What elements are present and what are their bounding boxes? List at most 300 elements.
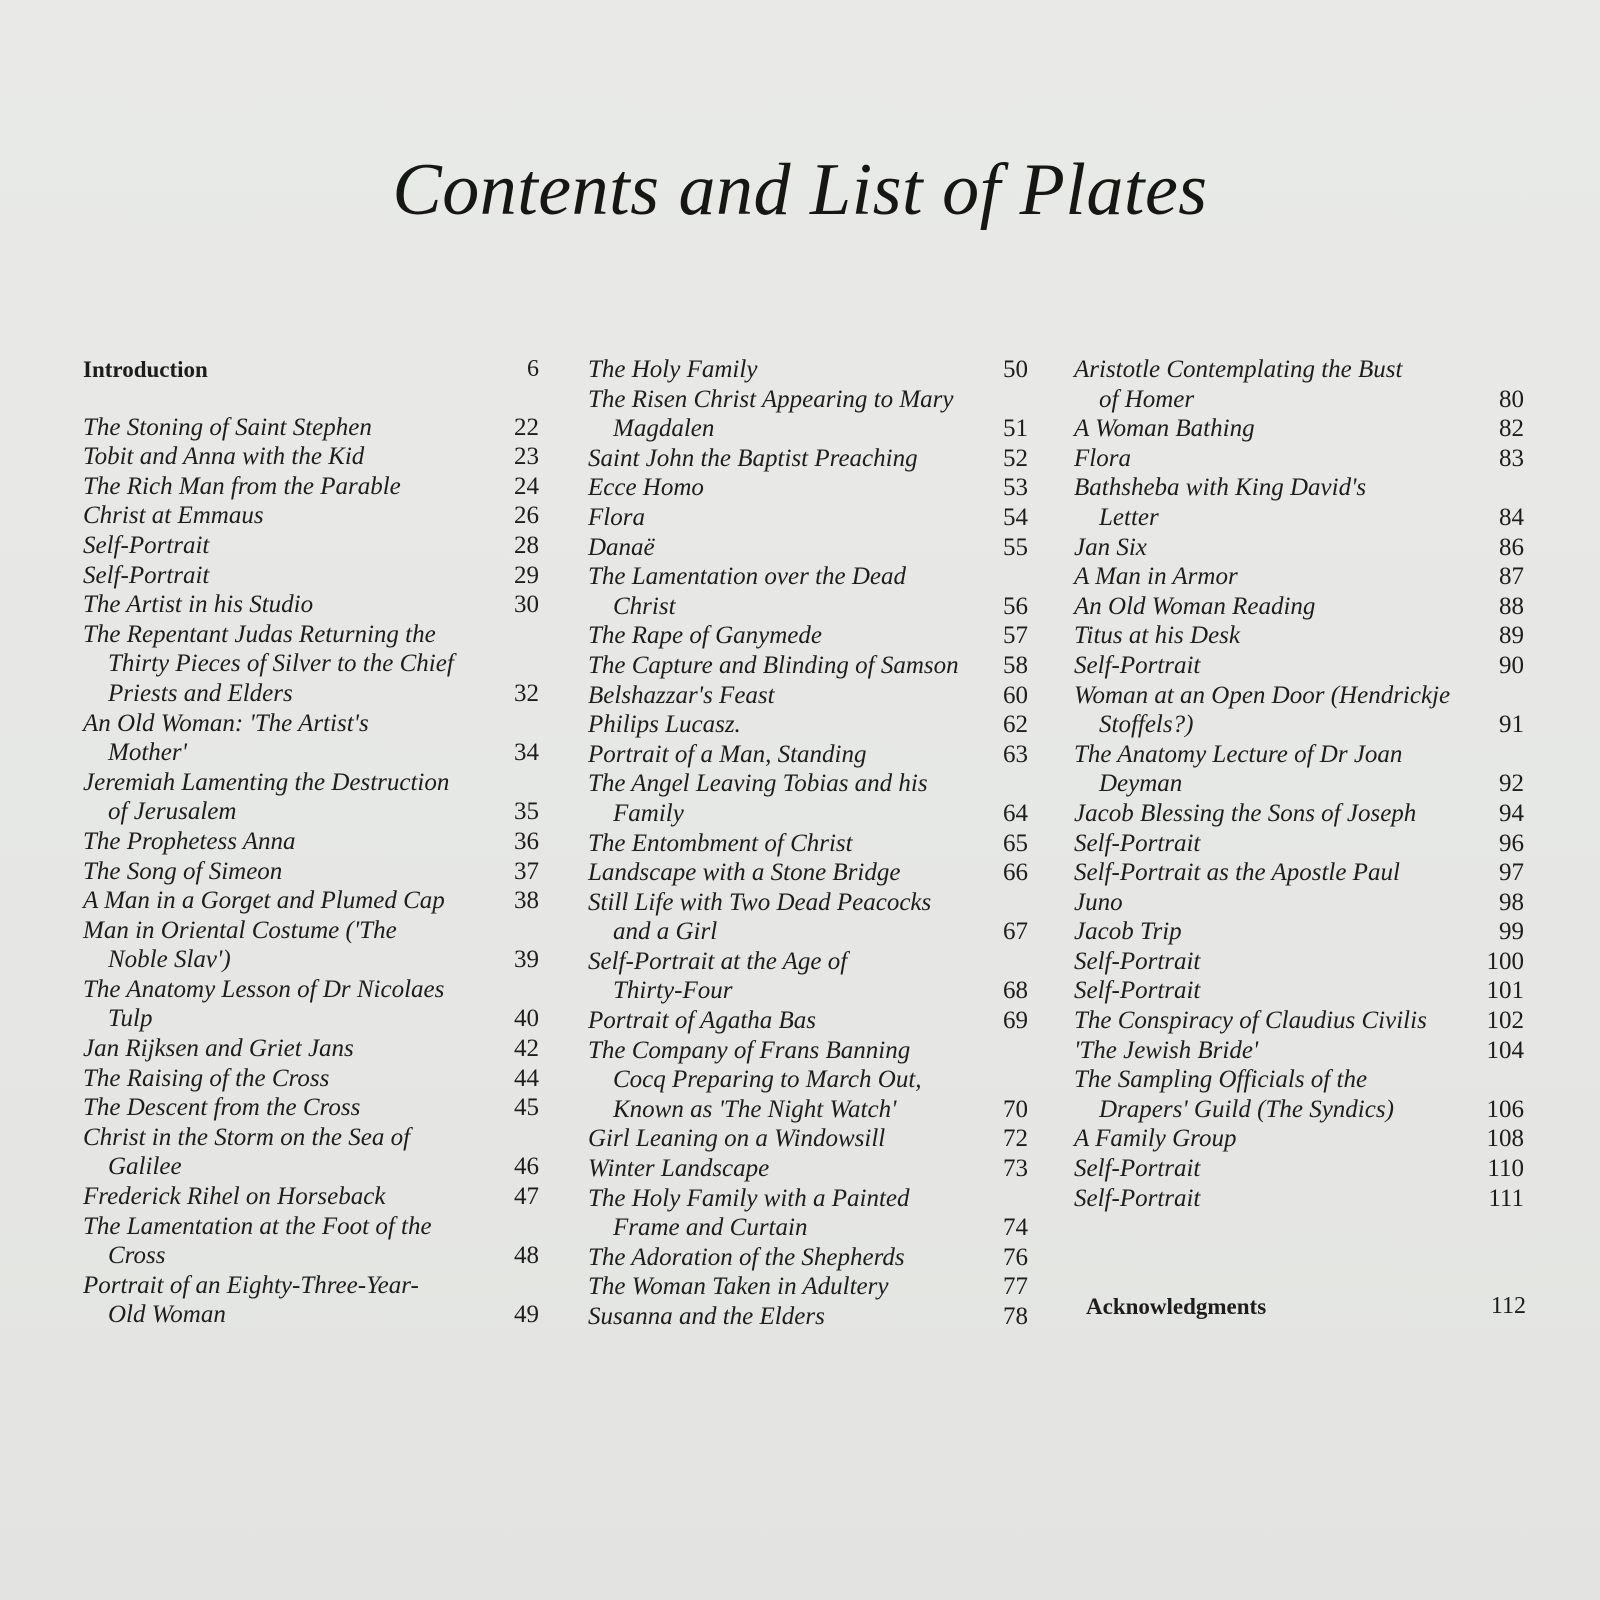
- entry-page: 80: [1499, 385, 1524, 413]
- entry-page: 83: [1499, 444, 1524, 472]
- entry-page: 77: [1003, 1273, 1028, 1301]
- entry-title: [83, 1271, 491, 1330]
- entry-title: [83, 1034, 491, 1064]
- plate-entry: [588, 1124, 1028, 1154]
- plate-entry: [83, 768, 539, 827]
- contents-column-3: [1074, 355, 1524, 1213]
- entry-title-line: Winter Landscape: [588, 1155, 770, 1183]
- entry-page: 82: [1499, 415, 1524, 443]
- plate-entry: [1074, 1065, 1524, 1124]
- entry-title: [83, 916, 491, 975]
- plate-entry: [1074, 1006, 1524, 1036]
- entry-page: 47: [514, 1183, 539, 1211]
- plate-entry: [1074, 1124, 1524, 1154]
- plate-entry: [1074, 740, 1524, 799]
- entry-title-line: Self-Portrait: [1074, 829, 1201, 857]
- entry-title: [588, 385, 980, 444]
- entry-title-line: The Conspiracy of Claudius Civilis: [1074, 1007, 1427, 1035]
- plate-entry: [588, 533, 1028, 563]
- entry-title-line: Cocq Preparing to March Out,: [613, 1066, 922, 1094]
- entry-title: [1074, 858, 1476, 888]
- plate-entry: [588, 621, 1028, 651]
- entry-title: [83, 827, 491, 857]
- plate-entry: [1074, 1154, 1524, 1184]
- entry-title-line: The Company of Frans Banning: [588, 1036, 911, 1064]
- entry-title: [83, 355, 491, 385]
- entry-page: 30: [514, 591, 539, 619]
- entry-title-line: Christ in the Storm on the Sea of: [83, 1123, 411, 1151]
- plate-entry: [1074, 947, 1524, 977]
- entry-title: [1074, 888, 1476, 918]
- entry-title-line: Stoffels?): [1099, 711, 1194, 739]
- entry-page: 57: [1003, 622, 1028, 650]
- plate-entry: [588, 562, 1028, 621]
- plate-entry: [588, 651, 1028, 681]
- entry-page: 40: [514, 1005, 539, 1033]
- entry-title: [83, 472, 491, 502]
- plate-entry: [588, 1243, 1028, 1273]
- entry-title-line: Old Woman: [108, 1301, 226, 1329]
- entry-page: 84: [1499, 503, 1524, 531]
- entry-title-line: The Sampling Officials of the: [1074, 1066, 1368, 1094]
- entry-title-line: Frame and Curtain: [613, 1214, 808, 1242]
- entry-title-line: Still Life with Two Dead Peacocks: [588, 888, 932, 916]
- entry-page: 64: [1003, 799, 1028, 827]
- plate-entry: [83, 886, 539, 916]
- entry-page: 99: [1499, 918, 1524, 946]
- entry-page: 96: [1499, 829, 1524, 857]
- plate-entry: [1074, 858, 1524, 888]
- entry-title: [1074, 444, 1476, 474]
- entry-page: 52: [1003, 444, 1028, 472]
- entry-title: [83, 413, 491, 443]
- entry-title: Acknowledgments: [1086, 1294, 1267, 1319]
- entry-title-line: An Old Woman: 'The Artist's: [83, 709, 369, 737]
- entry-title: [1074, 473, 1476, 532]
- plate-entry: [83, 531, 539, 561]
- plate-entry: [1074, 651, 1524, 681]
- entry-page: 76: [1003, 1243, 1028, 1271]
- entry-title: [588, 444, 980, 474]
- entry-page: 42: [514, 1035, 539, 1063]
- plate-entry: [83, 442, 539, 472]
- plate-entry: [1074, 1184, 1524, 1214]
- entry-page: 32: [514, 679, 539, 707]
- entry-title-line: Susanna and the Elders: [588, 1303, 825, 1330]
- entry-title-line: The Artist in his Studio: [83, 591, 314, 619]
- entry-title-line: Thirty-Four: [613, 977, 733, 1005]
- entry-page: 29: [514, 561, 539, 589]
- entry-page: 55: [1003, 533, 1028, 561]
- plate-entry: [83, 1034, 539, 1064]
- entry-title: [588, 1036, 980, 1125]
- entry-title-line: Tobit and Anna with the Kid: [83, 443, 365, 471]
- entry-page: 78: [1003, 1303, 1028, 1330]
- entry-title-line: Philips Lucasz.: [588, 711, 741, 739]
- plate-entry: [83, 472, 539, 502]
- entry-title-line: A Man in Armor: [1074, 563, 1238, 591]
- entry-title-line: Ecce Homo: [588, 474, 704, 502]
- entry-title: [83, 1093, 491, 1123]
- entry-title-line: The Anatomy Lecture of Dr Joan: [1074, 740, 1403, 768]
- entry-page: 56: [1003, 592, 1028, 620]
- entry-page: 49: [514, 1301, 539, 1329]
- entry-title: [1074, 740, 1476, 799]
- entry-title: [588, 829, 980, 859]
- entry-page: 68: [1003, 977, 1028, 1005]
- plate-entry: [588, 740, 1028, 770]
- plate-entry: [1074, 829, 1524, 859]
- entry-title-line: and a Girl: [613, 918, 718, 946]
- plate-entry: [83, 501, 539, 531]
- entry-page: 69: [1003, 1007, 1028, 1035]
- entry-title-line: Man in Oriental Costume ('The: [83, 916, 397, 944]
- plate-entry: [588, 888, 1028, 947]
- plate-entry: [588, 681, 1028, 711]
- entry-page: 67: [1003, 918, 1028, 946]
- plate-entry: [83, 413, 539, 443]
- plate-entry: [83, 620, 539, 709]
- entry-title-line: Aristotle Contemplating the Bust: [1074, 356, 1403, 383]
- entry-page: 89: [1499, 622, 1524, 650]
- entry-title: [1074, 651, 1476, 681]
- entry-title: [1074, 829, 1476, 859]
- plate-entry: [83, 1212, 539, 1271]
- entry-title: [588, 1124, 980, 1154]
- entry-title-line: Jacob Blessing the Sons of Joseph: [1074, 799, 1417, 827]
- plate-entry: [83, 1182, 539, 1212]
- entry-page: 70: [1003, 1095, 1028, 1123]
- entry-page: 111: [1488, 1184, 1524, 1212]
- entry-page: 28: [514, 531, 539, 559]
- entry-title-line: The Entombment of Christ: [588, 829, 853, 857]
- plate-entry: [1074, 533, 1524, 563]
- entry-title-line: The Rich Man from the Parable: [83, 472, 401, 500]
- plate-entry: [1074, 473, 1524, 532]
- entry-title-line: Portrait of a Man, Standing: [588, 740, 867, 768]
- plate-entry: [83, 709, 539, 768]
- entry-page: 88: [1499, 592, 1524, 620]
- entry-title: [588, 651, 980, 681]
- entry-page: 62: [1003, 711, 1028, 739]
- section-entry: [83, 355, 539, 385]
- plate-entry: [588, 858, 1028, 888]
- plate-entry: [588, 947, 1028, 1006]
- entry-title-line: Jan Six: [1074, 533, 1147, 561]
- entry-title: [83, 1123, 491, 1182]
- entry-page: 97: [1499, 859, 1524, 887]
- entry-title-line: Priests and Elders: [108, 679, 293, 707]
- entry-title-line: The Descent from the Cross: [83, 1094, 361, 1122]
- entry-title: [83, 620, 491, 709]
- entry-title: [1074, 533, 1476, 563]
- entry-title: [83, 531, 491, 561]
- entry-title-line: Drapers' Guild (The Syndics): [1099, 1095, 1394, 1123]
- entry-page: 86: [1499, 533, 1524, 561]
- entry-title: [1074, 1036, 1476, 1066]
- entry-page: 46: [514, 1153, 539, 1181]
- entry-title: [588, 1006, 980, 1036]
- entry-title-line: The Holy Family: [588, 356, 758, 383]
- entry-page: 100: [1486, 947, 1524, 975]
- entry-title-line: Portrait of an Eighty-Three-Year-: [83, 1271, 419, 1299]
- entry-title-line: of Jerusalem: [108, 798, 237, 826]
- plate-entry: [83, 916, 539, 975]
- entry-title-line: The Raising of the Cross: [83, 1064, 330, 1092]
- entry-title-line: Jan Rijksen and Griet Jans: [83, 1035, 354, 1063]
- entry-title-line: Flora: [1074, 444, 1131, 472]
- entry-title: [1074, 976, 1476, 1006]
- entry-page: 102: [1486, 1007, 1524, 1035]
- entry-title: [83, 1064, 491, 1094]
- entry-title-line: The Woman Taken in Adultery: [588, 1273, 889, 1301]
- entry-title-line: Self-Portrait: [1074, 1184, 1201, 1212]
- entry-page: 73: [1003, 1155, 1028, 1183]
- entry-title: [588, 562, 980, 621]
- entry-title-line: Self-Portrait at the Age of: [588, 947, 848, 975]
- entry-title-line: Jeremiah Lamenting the Destruction: [83, 768, 450, 796]
- entry-page: 72: [1003, 1125, 1028, 1153]
- acknowledgments-entry: [1086, 1292, 1526, 1322]
- plate-entry: [1074, 799, 1524, 829]
- entry-title-line: The Adoration of the Shepherds: [588, 1243, 905, 1271]
- entry-title-line: Danaë: [588, 533, 655, 561]
- plate-entry: [1074, 888, 1524, 918]
- entry-title: [1074, 1154, 1476, 1184]
- entry-title-line: The Rape of Ganymede: [588, 622, 822, 650]
- plate-entry: [588, 385, 1028, 444]
- entry-title: [1074, 947, 1476, 977]
- entry-title: [1074, 592, 1476, 622]
- entry-title-line: Self-Portrait: [1074, 1155, 1201, 1183]
- plate-entry: [83, 827, 539, 857]
- entry-title: [83, 590, 491, 620]
- entry-title: [1074, 562, 1476, 592]
- entry-title: [588, 503, 980, 533]
- plate-entry: [588, 1302, 1028, 1332]
- entry-title: [588, 621, 980, 651]
- plate-entry: [588, 1006, 1028, 1036]
- entry-title-line: Thirty Pieces of Silver to the Chief: [108, 650, 454, 678]
- contents-column-2: [588, 355, 1028, 1332]
- entry-title: [1074, 1006, 1476, 1036]
- plate-entry: [1074, 444, 1524, 474]
- entry-title-line: Girl Leaning on a Windowsill: [588, 1125, 886, 1153]
- entry-page: 6: [527, 356, 539, 382]
- entry-title: [588, 1272, 980, 1302]
- entry-title: [1074, 681, 1476, 740]
- entry-title: [83, 709, 491, 768]
- plate-entry: [83, 975, 539, 1034]
- entry-title: [83, 768, 491, 827]
- entry-title: [588, 533, 980, 563]
- entry-title: [83, 501, 491, 531]
- plate-entry: [588, 1184, 1028, 1243]
- plate-entry: [1074, 414, 1524, 444]
- entry-page: 48: [514, 1242, 539, 1270]
- entry-title-line: A Man in a Gorget and Plumed Cap: [83, 887, 445, 915]
- entry-title: [1074, 1124, 1476, 1154]
- entry-title-line: The Risen Christ Appearing to Mary: [588, 385, 954, 413]
- entry-title: [83, 442, 491, 472]
- entry-page: 35: [514, 798, 539, 826]
- entry-title-line: Self-Portrait: [83, 561, 210, 589]
- entry-title-line: Woman at an Open Door (Hendrickje: [1074, 681, 1451, 709]
- plate-entry: [1074, 355, 1524, 414]
- plate-entry: [83, 857, 539, 887]
- entry-title-line: A Family Group: [1074, 1125, 1237, 1153]
- entry-title-line: The Song of Simeon: [83, 857, 283, 885]
- entry-title-line: Jacob Trip: [1074, 918, 1182, 946]
- entry-title-line: Noble Slav'): [108, 946, 231, 974]
- entry-page: 104: [1486, 1036, 1524, 1064]
- entry-title-line: Flora: [588, 503, 645, 531]
- entry-title-line: The Prophetess Anna: [83, 827, 296, 855]
- entry-title-line: Titus at his Desk: [1074, 622, 1240, 650]
- entry-title: [1074, 1184, 1476, 1214]
- entry-page: 23: [514, 443, 539, 471]
- entry-title: [588, 1154, 980, 1184]
- entry-title-line: The Repentant Judas Returning the: [83, 620, 436, 648]
- entry-title-line: The Lamentation at the Foot of the: [83, 1212, 432, 1240]
- entry-title-line: The Lamentation over the Dead: [588, 563, 907, 591]
- entry-page: 92: [1499, 770, 1524, 798]
- entry-title: [83, 1182, 491, 1212]
- entry-page: 24: [514, 472, 539, 500]
- entry-page: 91: [1499, 711, 1524, 739]
- entry-title-line: The Angel Leaving Tobias and his: [588, 770, 928, 798]
- entry-page: 54: [1003, 503, 1028, 531]
- plate-entry: [83, 1123, 539, 1182]
- entry-page: 38: [514, 887, 539, 915]
- entry-page: 63: [1003, 740, 1028, 768]
- entry-title: [588, 769, 980, 828]
- entry-title-line: Tulp: [108, 1005, 153, 1033]
- entry-title: [1074, 621, 1476, 651]
- entry-title: [83, 857, 491, 887]
- entry-title: [83, 886, 491, 916]
- entry-title-line: The Stoning of Saint Stephen: [83, 413, 372, 441]
- entry-title-line: Landscape with a Stone Bridge: [588, 859, 901, 887]
- entry-title: [588, 888, 980, 947]
- entry-title-line: of Homer: [1099, 385, 1195, 413]
- plate-entry: [83, 1064, 539, 1094]
- entry-title: [588, 740, 980, 770]
- entry-page: 53: [1003, 474, 1028, 502]
- entry-title-line: Self-Portrait: [1074, 651, 1201, 679]
- plate-entry: [83, 561, 539, 591]
- entry-title-line: Christ at Emmaus: [83, 502, 264, 530]
- entry-title-line: Frederick Rihel on Horseback: [83, 1183, 386, 1211]
- plate-entry: [1074, 562, 1524, 592]
- entry-page: 74: [1003, 1214, 1028, 1242]
- entry-page: 50: [1003, 356, 1028, 383]
- entry-title-line: The Holy Family with a Painted: [588, 1184, 910, 1212]
- entry-title-line: Galilee: [108, 1153, 182, 1181]
- entry-title-line: Cross: [108, 1242, 166, 1270]
- section-gap: [83, 385, 539, 413]
- plate-entry: [83, 1271, 539, 1330]
- entry-title: [588, 355, 980, 385]
- entry-title: [1074, 917, 1476, 947]
- entry-page: 65: [1003, 829, 1028, 857]
- entry-page: 26: [514, 502, 539, 530]
- entry-title: [588, 947, 980, 1006]
- entry-title-line: Family: [613, 799, 684, 827]
- entry-title-line: Belshazzar's Feast: [588, 681, 775, 709]
- entry-title: [83, 561, 491, 591]
- entry-title: [588, 1184, 980, 1243]
- entry-title-line: Self-Portrait: [83, 531, 210, 559]
- entry-page: 58: [1003, 651, 1028, 679]
- plate-entry: [588, 769, 1028, 828]
- entry-title-line: Magdalen: [613, 415, 715, 443]
- plate-entry: [588, 1272, 1028, 1302]
- entry-title: [588, 1302, 980, 1332]
- entry-title: [1074, 414, 1476, 444]
- entry-title-line: Christ: [613, 592, 676, 620]
- entry-title-line: Known as 'The Night Watch': [613, 1095, 897, 1123]
- entry-page: 87: [1499, 563, 1524, 591]
- entry-page: 110: [1487, 1155, 1524, 1183]
- entry-page: 112: [1490, 1293, 1526, 1319]
- entry-title: [1074, 1065, 1476, 1124]
- entry-page: 60: [1003, 681, 1028, 709]
- entry-title-line: Deyman: [1099, 770, 1183, 798]
- entry-title-line: Self-Portrait: [1074, 947, 1201, 975]
- entry-page: 36: [514, 827, 539, 855]
- entry-title: [83, 975, 491, 1034]
- page-title: Contents and List of Plates: [392, 149, 1208, 231]
- entry-title-line: The Anatomy Lesson of Dr Nicolaes: [83, 975, 445, 1003]
- entry-title-line: Juno: [1074, 888, 1123, 916]
- entry-title-line: Bathsheba with King David's: [1074, 474, 1367, 502]
- plate-entry: [588, 444, 1028, 474]
- entry-page: 34: [514, 739, 539, 767]
- plate-entry: [588, 503, 1028, 533]
- entry-page: 108: [1486, 1125, 1524, 1153]
- entry-title: [588, 858, 980, 888]
- entry-title: [83, 1212, 491, 1271]
- entry-title-line: 'The Jewish Bride': [1074, 1036, 1259, 1064]
- plate-entry: [1074, 681, 1524, 740]
- plate-entry: [1074, 592, 1524, 622]
- entry-title: [588, 710, 980, 740]
- entry-page: 98: [1499, 888, 1524, 916]
- entry-title: [1074, 355, 1476, 414]
- entry-title-line: Self-Portrait as the Apostle Paul: [1074, 859, 1400, 887]
- plate-entry: [1074, 1036, 1524, 1066]
- entry-page: 37: [514, 857, 539, 885]
- plate-entry: [588, 710, 1028, 740]
- entry-title: [588, 1243, 980, 1273]
- entry-title-line: Portrait of Agatha Bas: [588, 1007, 817, 1035]
- contents-column-1: [83, 355, 539, 1330]
- entry-title: [1074, 799, 1476, 829]
- entry-title-line: Letter: [1099, 503, 1159, 531]
- plate-entry: [588, 473, 1028, 503]
- entry-page: 22: [514, 413, 539, 441]
- entry-title: [588, 681, 980, 711]
- plate-entry: [1074, 917, 1524, 947]
- entry-page: 45: [514, 1094, 539, 1122]
- entry-title: [588, 473, 980, 503]
- entry-page: 39: [514, 946, 539, 974]
- entry-page: 94: [1499, 799, 1524, 827]
- plate-entry: [588, 1036, 1028, 1125]
- plate-entry: [1074, 976, 1524, 1006]
- entry-title-line: Introduction: [83, 357, 208, 382]
